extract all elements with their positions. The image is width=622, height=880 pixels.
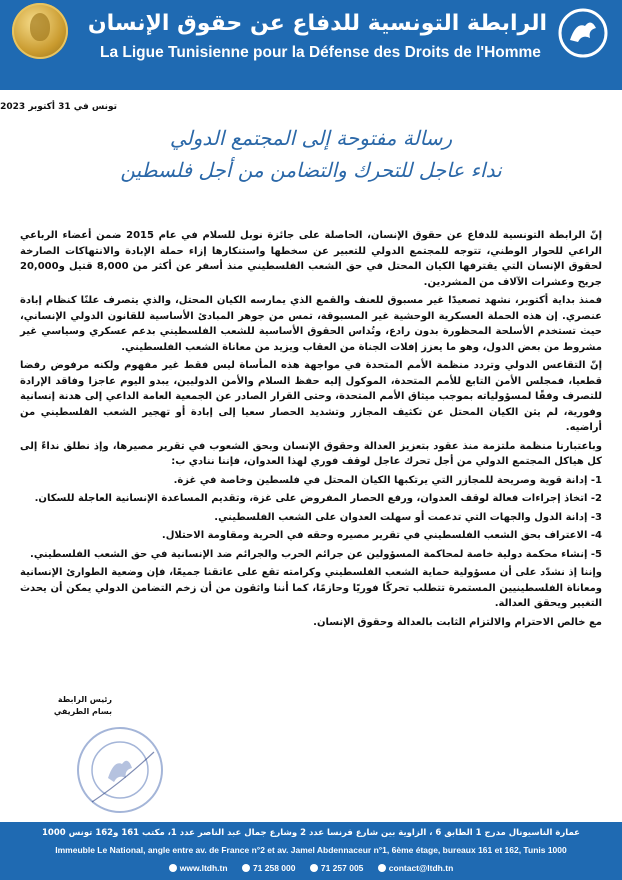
paragraph: إنّ الرابطة التونسية للدفاع عن حقوق الإنسان، الحاصلة على جائزة نوبل للسلام في عام 2015 ضمن أعضاء الرباعي الراعي للحوار الوطني، تتوجه للمجتمع الدولي للتعبير عن سخطها واستنكارها إزاء حملة الإبادة والانتهاكات الصارخة لحقوق الإنسان التي يقترفها الكيان المحتل في حق الشعب الفلسطيني منذ أسفر عن أكثر من 8,000 قتيل و20,000 جريح وعشرات الآلاف من المشردين. [20,230,602,288]
list-item: 5- إنشاء محكمة دولية خاصة لمحاكمة المسؤولين عن جرائم الحرب والجرائم ضد الإنسانية في حق الشعب الفلسطيني. [30,548,602,560]
footer-contact [0,863,622,873]
letter-date: تونس في 31 أكتوبر 2023 [0,102,117,112]
ltdh-logo-icon [558,8,608,58]
email-link[interactable]: contact@ltdh.tn [378,863,453,873]
globe-icon [169,864,177,872]
paragraph: وإننا إذ نشدّد على أن مسؤولية حماية الشعب الفلسطيني وكرامته تقع على عاتقنا جميعًا، فإن وضعية الطوارئ الإنسانية ومعاناة الفلسطينيين المستمرة تتطلب تحركًا فوريًا وحازمًا، كما أننا واثقون من أن زخم التضامن الدولي يمكن أن يحدث التغيير ويحقق العدالة. [20,567,602,609]
nobel-medal-icon [12,3,68,59]
paragraph: مع خالص الاحترام والالتزام الثابت بالعدالة وحقوق الإنسان. [313,616,602,628]
signatory-name: بسام الطريفي [53,707,112,716]
footer-address-ar: عمارة الناسيونال مدرج 1 الطابق 6 ، الزاوية بين شارع فرنسا عدد 2 وشارع جمال عبد الناصر عدد 1، مكتب 161 و162 تونس 1000 [42,828,580,838]
list-item: 1- إدانة قوية وصريحة للمجازر التي يرتكبها الكيان المحتل في فلسطين وخاصة في غزة. [173,474,602,486]
signatory-role: رئيس الرابطة [57,695,112,704]
organization-name-ar: الرابطة التونسية للدفاع عن حقوق الإنسان [87,11,547,36]
organization-name-fr: La Ligue Tunisienne pour la Défense des Droits de l'Homme [100,44,541,61]
demands-list [20,473,602,563]
letterhead [0,0,622,90]
list-item: 3- إدانة الدول والجهات التي تدعمت أو سهلت العدوان على الشعب الفلسطيني. [214,511,602,523]
paragraph: فمنذ بداية أكتوبر، نشهد تصعيدًا غير مسبوق للعنف والقمع الذي يمارسه الكيان المحتل، والذي يتصرف علنًا كنظام إبادة عنصري. إن هذه الحملة العسكرية الوحشية غير المسبوقة، تمس من جوهر المبادئ الأساسية للقانون الدولي الإنساني، حيث تستخدم الأسلحة المحظورة بدون رادع، وتُداس الحقوق الأساسية للشعب الفلسطيني بدعم عسكري وسياسي غير مشروط من بعض الدول، وهو ما يعزز إفلات الجناة من العقاب ويزيد من معاناة الشعب الفلسطيني. [20,295,602,353]
fax-number: 71 257 005 [310,863,364,873]
official-stamp-icon [72,722,168,818]
phone-number: 71 258 000 [242,863,296,873]
signature-block [52,694,112,718]
list-item: 2- اتخاذ إجراءات فعالة لوقف العدوان، ورفع الحصار المفروض على غزة، وتقديم المساعدة الإنسانية العاجلة للسكان. [34,493,602,504]
paragraph: إنّ التقاعس الدولي وتردد منظمة الأمم المتحدة في مواجهة هذه المأساة ليس فقط غير مفهوم ولكنه مرفوض رفضا قطعيا، فمجلس الأمن التابع للأمم المتحدة، الموكول إليه حفظ السلام والأمن الدوليين، يبدو اليوم عاجزا وفاقد الإرادة للتصرف وفقًا لمسؤولياته بموجب ميثاق الأمم المتحدة، وحتى القرار الصادر عن الجمعية العامة الداعي إلى هدنة إنسانية وفورية، لم يثن الكيان المحتل عن تكثيف المجازر وتشديد الحصار سعيا إلى إبادة أو تهجير الشعب الفلسطيني من أراضيه. [20,360,602,433]
letter-body [20,228,602,633]
phone-icon [242,864,250,872]
footer-address-fr: Immeuble Le National, angle entre av. de France n°2 et av. Jamel Abdennaceur n°1, 6ème étage, bureaux 161 et 162, Tunis 1000 [55,845,567,855]
letter-title: رسالة مفتوحة إلى المجتمع الدولي [169,126,453,150]
footer [0,822,622,880]
website-link[interactable]: www.ltdh.tn [169,863,228,873]
paragraph: وباعتبارنا منظمة ملتزمة منذ عقود بتعزيز العدالة وحقوق الإنسان وبحق الشعوب في تقرير مصيرها، وإذ نطلق نداءً إلى كل هياكل المجتمع الدولي من أجل تحرك عاجل لوقف فوري لهذا العدوان، فإننا ننادي ب: [20,440,602,467]
fax-icon [310,864,318,872]
mail-icon [378,864,386,872]
letter-subtitle: نداء عاجل للتحرك والتضامن من أجل فلسطين [120,158,502,182]
list-item: 4- الاعتراف بحق الشعب الفلسطيني في تقرير مصيره وحقه في الحرية ومقاومة الاحتلال. [161,530,602,541]
